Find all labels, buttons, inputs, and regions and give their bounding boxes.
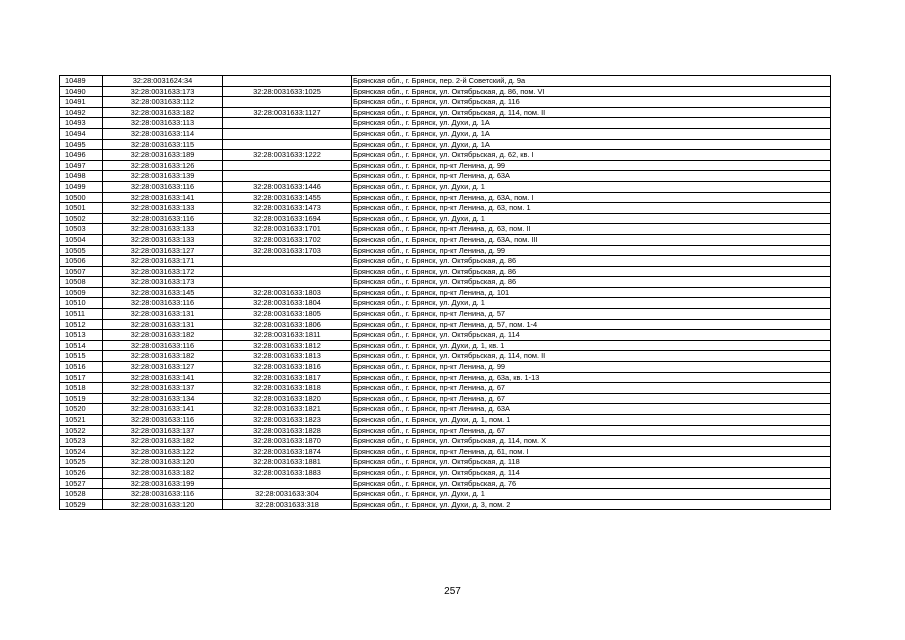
row-number-cell: 10491 [60,97,103,108]
table-row [60,415,831,426]
land-cadastral-number-cell: 32:28:0031633:199 [103,478,223,489]
land-cadastral-number-cell: 32:28:0031633:126 [103,160,223,171]
address-cell: Брянская обл., г. Брянск, пер. 2-й Советский, д. 9а [352,76,831,87]
land-cadastral-number-cell: 32:28:0031633:137 [103,425,223,436]
land-cadastral-number-cell: 32:28:0031633:116 [103,213,223,224]
object-cadastral-number-cell: 32:28:0031633:1818 [223,383,352,394]
address-cell: Брянская обл., г. Брянск, ул. Октябрьская, д. 86 [352,266,831,277]
table-row [60,340,831,351]
table-row [60,139,831,150]
row-number-cell: 10528 [60,489,103,500]
object-cadastral-number-cell: 32:28:0031633:1805 [223,309,352,320]
address-cell: Брянская обл., г. Брянск, пр-кт Ленина, д. 63А, пом. III [352,234,831,245]
land-cadastral-number-cell: 32:28:0031633:172 [103,266,223,277]
table-row [60,128,831,139]
land-cadastral-number-cell: 32:28:0031633:120 [103,457,223,468]
row-number-cell: 10517 [60,372,103,383]
land-cadastral-number-cell: 32:28:0031633:134 [103,393,223,404]
row-number-cell: 10504 [60,234,103,245]
table-row [60,404,831,415]
object-cadastral-number-cell: 32:28:0031633:1694 [223,213,352,224]
object-cadastral-number-cell: 32:28:0031633:1702 [223,234,352,245]
address-cell: Брянская обл., г. Брянск, ул. Октябрьская, д. 76 [352,478,831,489]
object-cadastral-number-cell [223,76,352,87]
table-row [60,446,831,457]
object-cadastral-number-cell [223,97,352,108]
land-cadastral-number-cell: 32:28:0031633:182 [103,107,223,118]
address-cell: Брянская обл., г. Брянск, ул. Духи, д. 1, кв. 1 [352,340,831,351]
table-row [60,97,831,108]
table-row [60,277,831,288]
row-number-cell: 10510 [60,298,103,309]
address-cell: Брянская обл., г. Брянск, ул. Октябрьская, д. 114 [352,467,831,478]
row-number-cell: 10529 [60,499,103,510]
land-cadastral-number-cell: 32:28:0031633:115 [103,139,223,150]
page-number: 257 [444,586,461,597]
table-row [60,330,831,341]
address-cell: Брянская обл., г. Брянск, ул. Октябрьская, д. 86 [352,256,831,267]
object-cadastral-number-cell: 32:28:0031633:1816 [223,362,352,373]
table-row [60,76,831,87]
land-cadastral-number-cell: 32:28:0031633:145 [103,287,223,298]
address-cell: Брянская обл., г. Брянск, ул. Духи, д. 3, пом. 2 [352,499,831,510]
table-row [60,478,831,489]
row-number-cell: 10489 [60,76,103,87]
land-cadastral-number-cell: 32:28:0031633:137 [103,383,223,394]
address-cell: Брянская обл., г. Брянск, пр-кт Ленина, д. 63а, кв. 1-13 [352,372,831,383]
land-cadastral-number-cell: 32:28:0031633:116 [103,181,223,192]
object-cadastral-number-cell: 32:28:0031633:1455 [223,192,352,203]
table-row [60,107,831,118]
table-row [60,372,831,383]
row-number-cell: 10521 [60,415,103,426]
object-cadastral-number-cell: 32:28:0031633:1823 [223,415,352,426]
land-cadastral-number-cell: 32:28:0031633:112 [103,97,223,108]
address-cell: Брянская обл., г. Брянск, ул. Духи, д. 1 [352,489,831,500]
land-cadastral-number-cell: 32:28:0031633:139 [103,171,223,182]
table-row [60,192,831,203]
object-cadastral-number-cell: 32:28:0031633:1806 [223,319,352,330]
table-row [60,298,831,309]
row-number-cell: 10500 [60,192,103,203]
address-cell: Брянская обл., г. Брянск, пр-кт Ленина, д. 61, пом. I [352,446,831,457]
row-number-cell: 10501 [60,203,103,214]
address-cell: Брянская обл., г. Брянск, ул. Духи, д. 1 [352,181,831,192]
table-row [60,425,831,436]
row-number-cell: 10523 [60,436,103,447]
address-cell: Брянская обл., г. Брянск, ул. Духи, д. 1А [352,128,831,139]
land-cadastral-number-cell: 32:28:0031633:182 [103,351,223,362]
land-cadastral-number-cell: 32:28:0031633:133 [103,234,223,245]
land-cadastral-number-cell: 32:28:0031633:171 [103,256,223,267]
land-cadastral-number-cell: 32:28:0031633:127 [103,362,223,373]
row-number-cell: 10493 [60,118,103,129]
row-number-cell: 10519 [60,393,103,404]
object-cadastral-number-cell: 32:28:0031633:1821 [223,404,352,415]
object-cadastral-number-cell: 32:28:0031633:1874 [223,446,352,457]
object-cadastral-number-cell: 32:28:0031633:1870 [223,436,352,447]
table-row [60,118,831,129]
table-row [60,266,831,277]
row-number-cell: 10492 [60,107,103,118]
row-number-cell: 10496 [60,150,103,161]
land-cadastral-number-cell: 32:28:0031633:116 [103,489,223,500]
object-cadastral-number-cell [223,478,352,489]
table-row [60,234,831,245]
object-cadastral-number-cell: 32:28:0031633:1817 [223,372,352,383]
row-number-cell: 10498 [60,171,103,182]
object-cadastral-number-cell: 32:28:0031633:1473 [223,203,352,214]
object-cadastral-number-cell: 32:28:0031633:1222 [223,150,352,161]
object-cadastral-number-cell [223,139,352,150]
address-cell: Брянская обл., г. Брянск, пр-кт Ленина, д. 63А, пом. I [352,192,831,203]
object-cadastral-number-cell [223,266,352,277]
address-cell: Брянская обл., г. Брянск, ул. Октябрьская, д. 114, пом. II [352,351,831,362]
land-cadastral-number-cell: 32:28:0031633:141 [103,192,223,203]
address-cell: Брянская обл., г. Брянск, пр-кт Ленина, д. 99 [352,245,831,256]
land-cadastral-number-cell: 32:28:0031633:122 [103,446,223,457]
table-row [60,287,831,298]
table-row [60,150,831,161]
address-cell: Брянская обл., г. Брянск, ул. Октябрьская, д. 86, пом. VI [352,86,831,97]
table-row [60,319,831,330]
address-cell: Брянская обл., г. Брянск, пр-кт Ленина, д. 63, пом. 1 [352,203,831,214]
object-cadastral-number-cell: 32:28:0031633:1701 [223,224,352,235]
row-number-cell: 10513 [60,330,103,341]
row-number-cell: 10518 [60,383,103,394]
row-number-cell: 10506 [60,256,103,267]
table-row [60,499,831,510]
land-cadastral-number-cell: 32:28:0031633:141 [103,372,223,383]
land-cadastral-number-cell: 32:28:0031633:133 [103,224,223,235]
row-number-cell: 10507 [60,266,103,277]
address-cell: Брянская обл., г. Брянск, ул. Октябрьская, д. 114, пом. X [352,436,831,447]
address-cell: Брянская обл., г. Брянск, ул. Октябрьская, д. 118 [352,457,831,468]
land-cadastral-number-cell: 32:28:0031633:120 [103,499,223,510]
object-cadastral-number-cell: 32:28:0031633:1811 [223,330,352,341]
row-number-cell: 10495 [60,139,103,150]
row-number-cell: 10505 [60,245,103,256]
address-cell: Брянская обл., г. Брянск, пр-кт Ленина, д. 67 [352,393,831,404]
address-cell: Брянская обл., г. Брянск, ул. Духи, д. 1А [352,139,831,150]
table-row [60,203,831,214]
land-cadastral-number-cell: 32:28:0031633:189 [103,150,223,161]
address-cell: Брянская обл., г. Брянск, пр-кт Ленина, д. 63А [352,404,831,415]
row-number-cell: 10524 [60,446,103,457]
address-cell: Брянская обл., г. Брянск, ул. Октябрьская, д. 116 [352,97,831,108]
object-cadastral-number-cell: 32:28:0031633:1812 [223,340,352,351]
land-cadastral-number-cell: 32:28:0031633:173 [103,277,223,288]
table-row [60,224,831,235]
table-row [60,245,831,256]
land-cadastral-number-cell: 32:28:0031633:116 [103,298,223,309]
address-cell: Брянская обл., г. Брянск, ул. Октябрьская, д. 62, кв. I [352,150,831,161]
property-table-body [60,76,831,510]
table-row [60,467,831,478]
table-row [60,457,831,468]
table-row [60,171,831,182]
object-cadastral-number-cell: 32:28:0031633:1883 [223,467,352,478]
row-number-cell: 10503 [60,224,103,235]
object-cadastral-number-cell: 32:28:0031633:1025 [223,86,352,97]
row-number-cell: 10514 [60,340,103,351]
table-row [60,489,831,500]
object-cadastral-number-cell: 32:28:0031633:1813 [223,351,352,362]
table-row [60,393,831,404]
row-number-cell: 10508 [60,277,103,288]
table-row [60,362,831,373]
land-cadastral-number-cell: 32:28:0031633:131 [103,309,223,320]
address-cell: Брянская обл., г. Брянск, ул. Октябрьская, д. 114 [352,330,831,341]
row-number-cell: 10516 [60,362,103,373]
object-cadastral-number-cell: 32:28:0031633:1804 [223,298,352,309]
object-cadastral-number-cell: 32:28:0031633:1828 [223,425,352,436]
land-cadastral-number-cell: 32:28:0031633:116 [103,415,223,426]
table-row [60,309,831,320]
row-number-cell: 10497 [60,160,103,171]
row-number-cell: 10526 [60,467,103,478]
object-cadastral-number-cell: 32:28:0031633:1127 [223,107,352,118]
object-cadastral-number-cell [223,171,352,182]
table-row [60,181,831,192]
object-cadastral-number-cell: 32:28:0031633:1881 [223,457,352,468]
row-number-cell: 10509 [60,287,103,298]
object-cadastral-number-cell [223,256,352,267]
address-cell: Брянская обл., г. Брянск, пр-кт Ленина, д. 101 [352,287,831,298]
row-number-cell: 10515 [60,351,103,362]
address-cell: Брянская обл., г. Брянск, ул. Октябрьская, д. 86 [352,277,831,288]
object-cadastral-number-cell [223,160,352,171]
address-cell: Брянская обл., г. Брянск, пр-кт Ленина, д. 99 [352,160,831,171]
table-row [60,256,831,267]
land-cadastral-number-cell: 32:28:0031633:113 [103,118,223,129]
address-cell: Брянская обл., г. Брянск, ул. Духи, д. 1, пом. 1 [352,415,831,426]
address-cell: Брянская обл., г. Брянск, пр-кт Ленина, д. 57 [352,309,831,320]
address-cell: Брянская обл., г. Брянск, ул. Духи, д. 1 [352,298,831,309]
object-cadastral-number-cell: 32:28:0031633:1820 [223,393,352,404]
land-cadastral-number-cell: 32:28:0031633:133 [103,203,223,214]
object-cadastral-number-cell [223,128,352,139]
land-cadastral-number-cell: 32:28:0031633:131 [103,319,223,330]
address-cell: Брянская обл., г. Брянск, пр-кт Ленина, д. 67 [352,425,831,436]
land-cadastral-number-cell: 32:28:0031633:116 [103,340,223,351]
table-row [60,86,831,97]
row-number-cell: 10520 [60,404,103,415]
address-cell: Брянская обл., г. Брянск, пр-кт Ленина, д. 63А [352,171,831,182]
land-cadastral-number-cell: 32:28:0031633:114 [103,128,223,139]
object-cadastral-number-cell [223,118,352,129]
table-row [60,351,831,362]
object-cadastral-number-cell [223,277,352,288]
table-row [60,383,831,394]
land-cadastral-number-cell: 32:28:0031624:34 [103,76,223,87]
object-cadastral-number-cell: 32:28:0031633:1703 [223,245,352,256]
land-cadastral-number-cell: 32:28:0031633:141 [103,404,223,415]
land-cadastral-number-cell: 32:28:0031633:182 [103,330,223,341]
row-number-cell: 10502 [60,213,103,224]
table-row [60,160,831,171]
object-cadastral-number-cell: 32:28:0031633:304 [223,489,352,500]
object-cadastral-number-cell: 32:28:0031633:1446 [223,181,352,192]
land-cadastral-number-cell: 32:28:0031633:182 [103,436,223,447]
object-cadastral-number-cell: 32:28:0031633:1803 [223,287,352,298]
table-row [60,213,831,224]
property-table [59,75,831,510]
address-cell: Брянская обл., г. Брянск, ул. Духи, д. 1 [352,213,831,224]
row-number-cell: 10522 [60,425,103,436]
address-cell: Брянская обл., г. Брянск, пр-кт Ленина, д. 63, пом. II [352,224,831,235]
row-number-cell: 10525 [60,457,103,468]
row-number-cell: 10490 [60,86,103,97]
address-cell: Брянская обл., г. Брянск, ул. Духи, д. 1А [352,118,831,129]
object-cadastral-number-cell: 32:28:0031633:318 [223,499,352,510]
address-cell: Брянская обл., г. Брянск, пр-кт Ленина, д. 99 [352,362,831,373]
land-cadastral-number-cell: 32:28:0031633:182 [103,467,223,478]
row-number-cell: 10527 [60,478,103,489]
address-cell: Брянская обл., г. Брянск, пр-кт Ленина, д. 67 [352,383,831,394]
table-row [60,436,831,447]
row-number-cell: 10494 [60,128,103,139]
row-number-cell: 10512 [60,319,103,330]
row-number-cell: 10499 [60,181,103,192]
address-cell: Брянская обл., г. Брянск, ул. Октябрьская, д. 114, пом. II [352,107,831,118]
land-cadastral-number-cell: 32:28:0031633:173 [103,86,223,97]
row-number-cell: 10511 [60,309,103,320]
land-cadastral-number-cell: 32:28:0031633:127 [103,245,223,256]
address-cell: Брянская обл., г. Брянск, пр-кт Ленина, д. 57, пом. 1-4 [352,319,831,330]
